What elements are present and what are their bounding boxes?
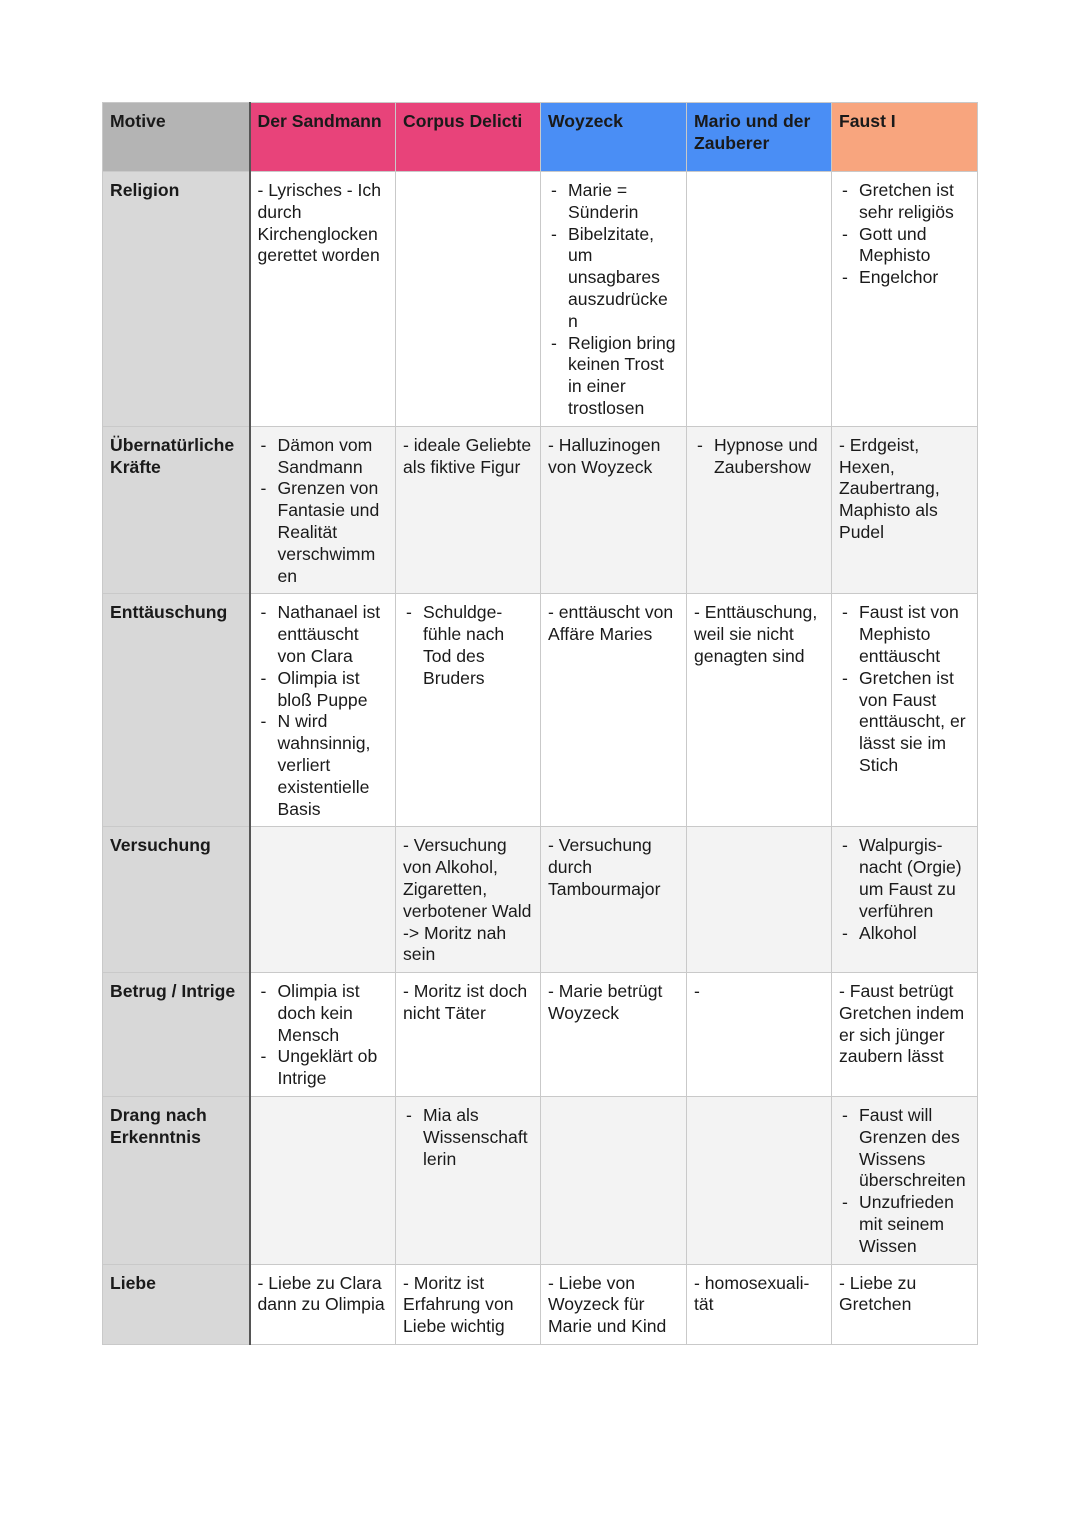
cell-text: - Moritz ist Erfahrung von Liebe wichtig bbox=[403, 1272, 514, 1337]
list-item: - Schuldge- fühle nach Tod des Bruders bbox=[403, 602, 534, 689]
cell-text: - Faust betrügt Gretchen indem er sich jünger zaubern lässt bbox=[839, 981, 965, 1067]
bullet-list bbox=[839, 1105, 971, 1258]
list-item: - Marie = Sünderin bbox=[548, 180, 680, 224]
header-row bbox=[103, 103, 978, 172]
list-item: - Dämon vom Sandmann bbox=[258, 435, 390, 479]
column-header-der-sandmann: Der Sandmann bbox=[250, 103, 396, 172]
cell-text: - Liebe zu Gretchen bbox=[839, 1272, 917, 1315]
row-label: Betrug / Intrige bbox=[103, 973, 250, 1097]
table-cell bbox=[396, 1097, 541, 1265]
table-cell bbox=[396, 973, 541, 1097]
cell-text: - Liebe zu Clara dann zu Olimpia bbox=[257, 1272, 385, 1315]
table-cell bbox=[396, 426, 541, 594]
table-cell bbox=[832, 172, 978, 427]
cell-text: - Lyrisches - Ich durch Kirchenglocken gerettet worden bbox=[257, 180, 382, 266]
table-cell bbox=[687, 1097, 832, 1265]
table-cell bbox=[687, 426, 832, 594]
row-label: Enttäuschung bbox=[103, 594, 250, 827]
cell-text: - homosexuali- tät bbox=[694, 1272, 810, 1315]
table-cell bbox=[541, 827, 687, 973]
bullet-list bbox=[548, 180, 680, 420]
motif-comparison-table bbox=[102, 102, 978, 1345]
table-cell bbox=[250, 827, 396, 973]
list-item: - Unzufrieden mit seinem Wissen bbox=[839, 1192, 971, 1257]
table-cell bbox=[541, 426, 687, 594]
table-cell bbox=[541, 973, 687, 1097]
table-body bbox=[103, 172, 978, 1345]
cell-text: - Marie betrügt Woyzeck bbox=[548, 981, 663, 1023]
table-cell bbox=[687, 1264, 832, 1344]
cell-text: - Enttäuschung, weil sie nicht genagten sind bbox=[694, 602, 818, 666]
cell-text: - enttäuscht von Affäre Maries bbox=[548, 602, 674, 645]
table-cell bbox=[541, 1097, 687, 1265]
table-row-enttauschung bbox=[103, 594, 978, 827]
list-item: - Grenzen von Fantasie und Realität verschwimm en bbox=[258, 478, 390, 587]
cell-text: - Moritz ist doch nicht Täter bbox=[403, 981, 528, 1023]
table-row-religion bbox=[103, 172, 978, 427]
table-cell bbox=[832, 1264, 978, 1344]
column-header-woyzeck: Woyzeck bbox=[541, 103, 687, 172]
cell-text: - Versuchung von Alkohol, Zigaretten, verbotener Wald -> Moritz nah sein bbox=[403, 835, 532, 965]
column-header-faust-i: Faust I bbox=[832, 103, 978, 172]
header-motive: Motive bbox=[103, 103, 250, 172]
table-cell bbox=[541, 172, 687, 427]
table-cell bbox=[832, 1097, 978, 1265]
table-cell bbox=[250, 1264, 396, 1344]
column-header-corpus-delicti: Corpus Delicti bbox=[396, 103, 541, 172]
table-row-liebe bbox=[103, 1264, 978, 1344]
list-item: - Hypnose und Zaubershow bbox=[694, 435, 825, 479]
table-cell bbox=[687, 594, 832, 827]
list-item: - Gretchen ist von Faust enttäuscht, er lässt sie im Stich bbox=[839, 668, 971, 777]
table-cell bbox=[250, 594, 396, 827]
table-cell bbox=[687, 172, 832, 427]
bullet-list bbox=[839, 180, 971, 289]
table-cell bbox=[687, 827, 832, 973]
list-item: - Nathanael ist enttäuscht von Clara bbox=[258, 602, 390, 667]
list-item: - Olimpia ist doch kein Mensch bbox=[258, 981, 390, 1046]
list-item: - Engelchor bbox=[839, 267, 971, 289]
table-cell bbox=[250, 172, 396, 427]
table-cell bbox=[832, 827, 978, 973]
table-row-ubernaturliche-krafte bbox=[103, 426, 978, 594]
cell-text: - Versuchung durch Tambourmajor bbox=[548, 835, 661, 899]
list-item: - Ungeklärt ob Intrige bbox=[258, 1046, 390, 1090]
table-cell bbox=[832, 973, 978, 1097]
row-label: Liebe bbox=[103, 1264, 250, 1344]
table-cell bbox=[832, 594, 978, 827]
bullet-list bbox=[694, 435, 825, 479]
table-cell bbox=[250, 973, 396, 1097]
bullet-list bbox=[839, 835, 971, 944]
bullet-list bbox=[258, 981, 390, 1090]
table-row-versuchung bbox=[103, 827, 978, 973]
list-item: - Faust will Grenzen des Wissens überschreiten bbox=[839, 1105, 971, 1192]
list-item: - Faust ist von Mephisto enttäuscht bbox=[839, 602, 971, 667]
list-item: - N wird wahnsinnig, verliert existentielle Basis bbox=[258, 711, 390, 820]
table-cell bbox=[396, 172, 541, 427]
table-cell bbox=[250, 1097, 396, 1265]
list-item: - Olimpia ist bloß Puppe bbox=[258, 668, 390, 712]
list-item: - Bibelzitate, um unsagbares auszudrücke n bbox=[548, 224, 680, 333]
row-label: Drang nach Erkenntnis bbox=[103, 1097, 250, 1265]
cell-text: - Liebe von Woyzeck für Marie und Kind bbox=[548, 1272, 667, 1337]
row-label: Religion bbox=[103, 172, 250, 427]
cell-text: - ideale Geliebte als fiktive Figur bbox=[403, 434, 532, 477]
table-cell bbox=[832, 426, 978, 594]
table-row-drang-nach-erkenntnis bbox=[103, 1097, 978, 1265]
list-item: - Gott und Mephisto bbox=[839, 224, 971, 268]
row-label: Versuchung bbox=[103, 827, 250, 973]
table-cell bbox=[541, 1264, 687, 1344]
list-item: - Walpurgis- nacht (Orgie) um Faust zu verführen bbox=[839, 835, 971, 922]
table-cell bbox=[250, 426, 396, 594]
table-cell bbox=[541, 594, 687, 827]
cell-text: - Erdgeist, Hexen, Zaubertrang, Maphisto als Pudel bbox=[839, 434, 940, 542]
list-item: - Gretchen ist sehr religiös bbox=[839, 180, 971, 224]
row-label: Übernatürliche Kräfte bbox=[103, 426, 250, 594]
bullet-list bbox=[258, 435, 390, 588]
bullet-list bbox=[403, 1105, 534, 1170]
table-cell bbox=[396, 594, 541, 827]
table-cell bbox=[396, 1264, 541, 1344]
list-item: - Religion bring keinen Trost in einer trostlosen bbox=[548, 333, 680, 420]
bullet-list bbox=[258, 602, 390, 820]
bullet-list bbox=[403, 602, 534, 689]
table-cell bbox=[396, 827, 541, 973]
column-header-mario-und-der-zauberer: Mario und der Zauberer bbox=[687, 103, 832, 172]
bullet-list bbox=[839, 602, 971, 776]
cell-text: - bbox=[694, 981, 700, 1002]
table-row-betrug-intrige bbox=[103, 973, 978, 1097]
table-cell bbox=[687, 973, 832, 1097]
cell-text: - Halluzinogen von Woyzeck bbox=[548, 434, 661, 477]
list-item: - Alkohol bbox=[839, 923, 971, 945]
list-item: - Mia als Wissenschaft lerin bbox=[403, 1105, 534, 1170]
